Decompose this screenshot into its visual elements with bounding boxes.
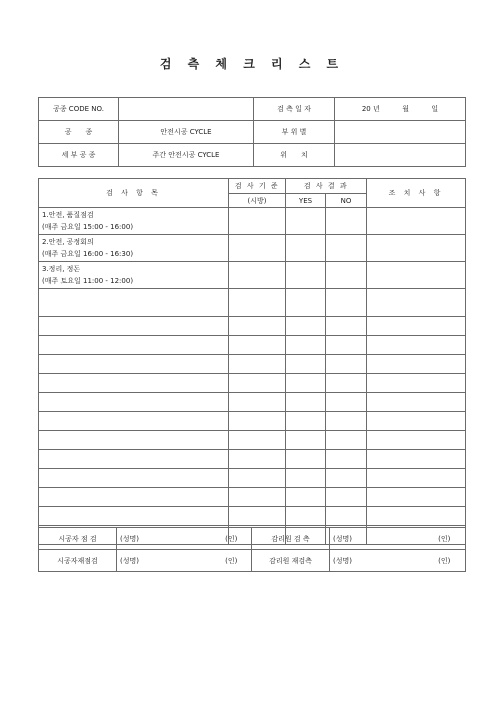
document-title: 검 측 체 크 리 스 트	[159, 57, 345, 71]
action-cell[interactable]	[367, 450, 466, 469]
item-cell[interactable]	[39, 393, 229, 412]
action-cell[interactable]	[367, 488, 466, 507]
no-cell[interactable]	[326, 393, 367, 412]
action-cell[interactable]	[367, 507, 466, 526]
table-row	[39, 393, 466, 412]
col-item-header: 검 사 항 목	[39, 179, 229, 208]
item-cell[interactable]	[39, 507, 229, 526]
table-row	[39, 262, 466, 289]
detail-label: 세 부 공 종	[39, 144, 119, 167]
action-cell[interactable]	[367, 374, 466, 393]
yes-cell[interactable]	[286, 235, 326, 262]
table-row	[39, 507, 466, 526]
standard-cell[interactable]	[229, 336, 286, 355]
table-row	[39, 450, 466, 469]
action-cell[interactable]	[367, 412, 466, 431]
table-row	[39, 289, 466, 317]
no-cell[interactable]	[326, 431, 367, 450]
code-label: 공종 CODE NO.	[39, 98, 119, 121]
item-cell[interactable]	[39, 317, 229, 336]
table-row	[39, 235, 466, 262]
item-cell[interactable]	[39, 374, 229, 393]
no-cell[interactable]	[326, 469, 367, 488]
no-cell[interactable]	[326, 317, 367, 336]
work-label: 공 종	[39, 121, 119, 144]
col-action-header: 조 치 사 항	[367, 179, 466, 208]
standard-cell[interactable]	[229, 355, 286, 374]
standard-cell[interactable]	[229, 507, 286, 526]
action-cell[interactable]	[367, 393, 466, 412]
supervisor-reinspection-name[interactable]: (성명)	[330, 550, 424, 572]
item-cell[interactable]	[39, 469, 229, 488]
action-cell[interactable]	[367, 431, 466, 450]
contractor-inspection-label: 시공자 점 검	[39, 528, 117, 550]
table-row	[39, 208, 466, 235]
yes-cell[interactable]	[286, 488, 326, 507]
action-cell[interactable]	[367, 262, 466, 289]
no-cell[interactable]	[326, 374, 367, 393]
table-row	[39, 374, 466, 393]
item-cell[interactable]	[39, 450, 229, 469]
action-cell[interactable]	[367, 469, 466, 488]
yes-cell[interactable]	[286, 507, 326, 526]
action-cell[interactable]	[367, 355, 466, 374]
yes-cell[interactable]	[286, 431, 326, 450]
date-month: 월	[402, 105, 409, 113]
date-label: 검 측 일 자	[254, 98, 335, 121]
item-cell[interactable]	[39, 488, 229, 507]
table-row	[39, 488, 466, 507]
location-value[interactable]	[335, 144, 466, 167]
yes-cell[interactable]	[286, 289, 326, 317]
standard-cell[interactable]	[229, 235, 286, 262]
no-cell[interactable]	[326, 412, 367, 431]
contractor-material-label: 시공자재점검	[39, 550, 117, 572]
item-cell[interactable]	[39, 431, 229, 450]
yes-cell[interactable]	[286, 317, 326, 336]
col-no-header: NO	[326, 194, 367, 208]
no-cell[interactable]	[326, 262, 367, 289]
date-day: 일	[431, 105, 439, 113]
standard-cell[interactable]	[229, 450, 286, 469]
detail-value[interactable]: 주간 안전시공 CYCLE	[119, 144, 254, 167]
action-cell[interactable]	[367, 235, 466, 262]
yes-cell[interactable]	[286, 355, 326, 374]
standard-cell[interactable]	[229, 289, 286, 317]
standard-cell[interactable]	[229, 262, 286, 289]
yes-cell[interactable]	[286, 262, 326, 289]
action-cell[interactable]	[367, 289, 466, 317]
no-cell[interactable]	[326, 336, 367, 355]
standard-cell[interactable]	[229, 412, 286, 431]
yes-cell[interactable]	[286, 450, 326, 469]
action-cell[interactable]	[367, 208, 466, 235]
table-row	[39, 336, 466, 355]
col-standard-sub: (시방)	[229, 194, 286, 208]
standard-cell[interactable]	[229, 393, 286, 412]
no-cell[interactable]	[326, 289, 367, 317]
date-value[interactable]	[335, 98, 466, 121]
yes-cell[interactable]	[286, 336, 326, 355]
no-cell[interactable]	[326, 507, 367, 526]
yes-cell[interactable]	[286, 208, 326, 235]
col-standard-header: 검 사 기 준	[229, 179, 286, 194]
contractor-material-name[interactable]: (성명)	[117, 550, 212, 572]
yes-cell[interactable]	[286, 374, 326, 393]
standard-cell[interactable]	[229, 431, 286, 450]
item-cell: 3.정리, 정돈 (매주 토요일 11:00 - 12:00)	[39, 262, 229, 289]
code-value[interactable]	[119, 98, 254, 121]
supervisor-inspection-name[interactable]: (성명)	[330, 528, 424, 550]
col-yes-header: YES	[286, 194, 326, 208]
inspection-table	[38, 178, 466, 545]
table-row	[39, 469, 466, 488]
work-value[interactable]: 안전시공 CYCLE	[119, 121, 254, 144]
item-cell[interactable]	[39, 336, 229, 355]
item-cell: 1.안전, 품질점검 (매주 금요일 15:00 - 16:00)	[39, 208, 229, 235]
part-value[interactable]	[335, 121, 466, 144]
signature-table	[38, 527, 466, 572]
table-row	[39, 412, 466, 431]
supervisor-reinspection-seal: (인)	[424, 550, 466, 572]
action-cell[interactable]	[367, 336, 466, 355]
contractor-material-seal: (인)	[212, 550, 252, 572]
no-cell[interactable]	[326, 488, 367, 507]
item-cell[interactable]	[39, 355, 229, 374]
table-row	[39, 317, 466, 336]
col-result-header: 검 사 결 과	[286, 179, 367, 194]
item-cell[interactable]	[39, 412, 229, 431]
standard-cell[interactable]	[229, 317, 286, 336]
part-label: 부 위 별	[254, 121, 335, 144]
date-year: 20 년	[361, 105, 380, 113]
yes-cell[interactable]	[286, 393, 326, 412]
contractor-inspection-name[interactable]: (성명)	[117, 528, 212, 550]
table-row	[39, 355, 466, 374]
item-cell[interactable]	[39, 289, 229, 317]
action-cell[interactable]	[367, 317, 466, 336]
standard-cell[interactable]	[229, 488, 286, 507]
no-cell[interactable]	[326, 450, 367, 469]
standard-cell[interactable]	[229, 469, 286, 488]
no-cell[interactable]	[326, 355, 367, 374]
standard-cell[interactable]	[229, 374, 286, 393]
location-label: 위 치	[254, 144, 335, 167]
supervisor-inspection-label: 감리원 검 측	[252, 528, 330, 550]
contractor-inspection-seal: (인)	[212, 528, 252, 550]
item-cell: 2.안전, 공정회의 (매주 금요일 16:00 - 16:30)	[39, 235, 229, 262]
yes-cell[interactable]	[286, 412, 326, 431]
supervisor-reinspection-label: 감리원 재검측	[252, 550, 330, 572]
standard-cell[interactable]	[229, 208, 286, 235]
no-cell[interactable]	[326, 235, 367, 262]
supervisor-inspection-seal: (인)	[424, 528, 466, 550]
no-cell[interactable]	[326, 208, 367, 235]
yes-cell[interactable]	[286, 469, 326, 488]
table-row	[39, 431, 466, 450]
header-table	[38, 97, 466, 167]
